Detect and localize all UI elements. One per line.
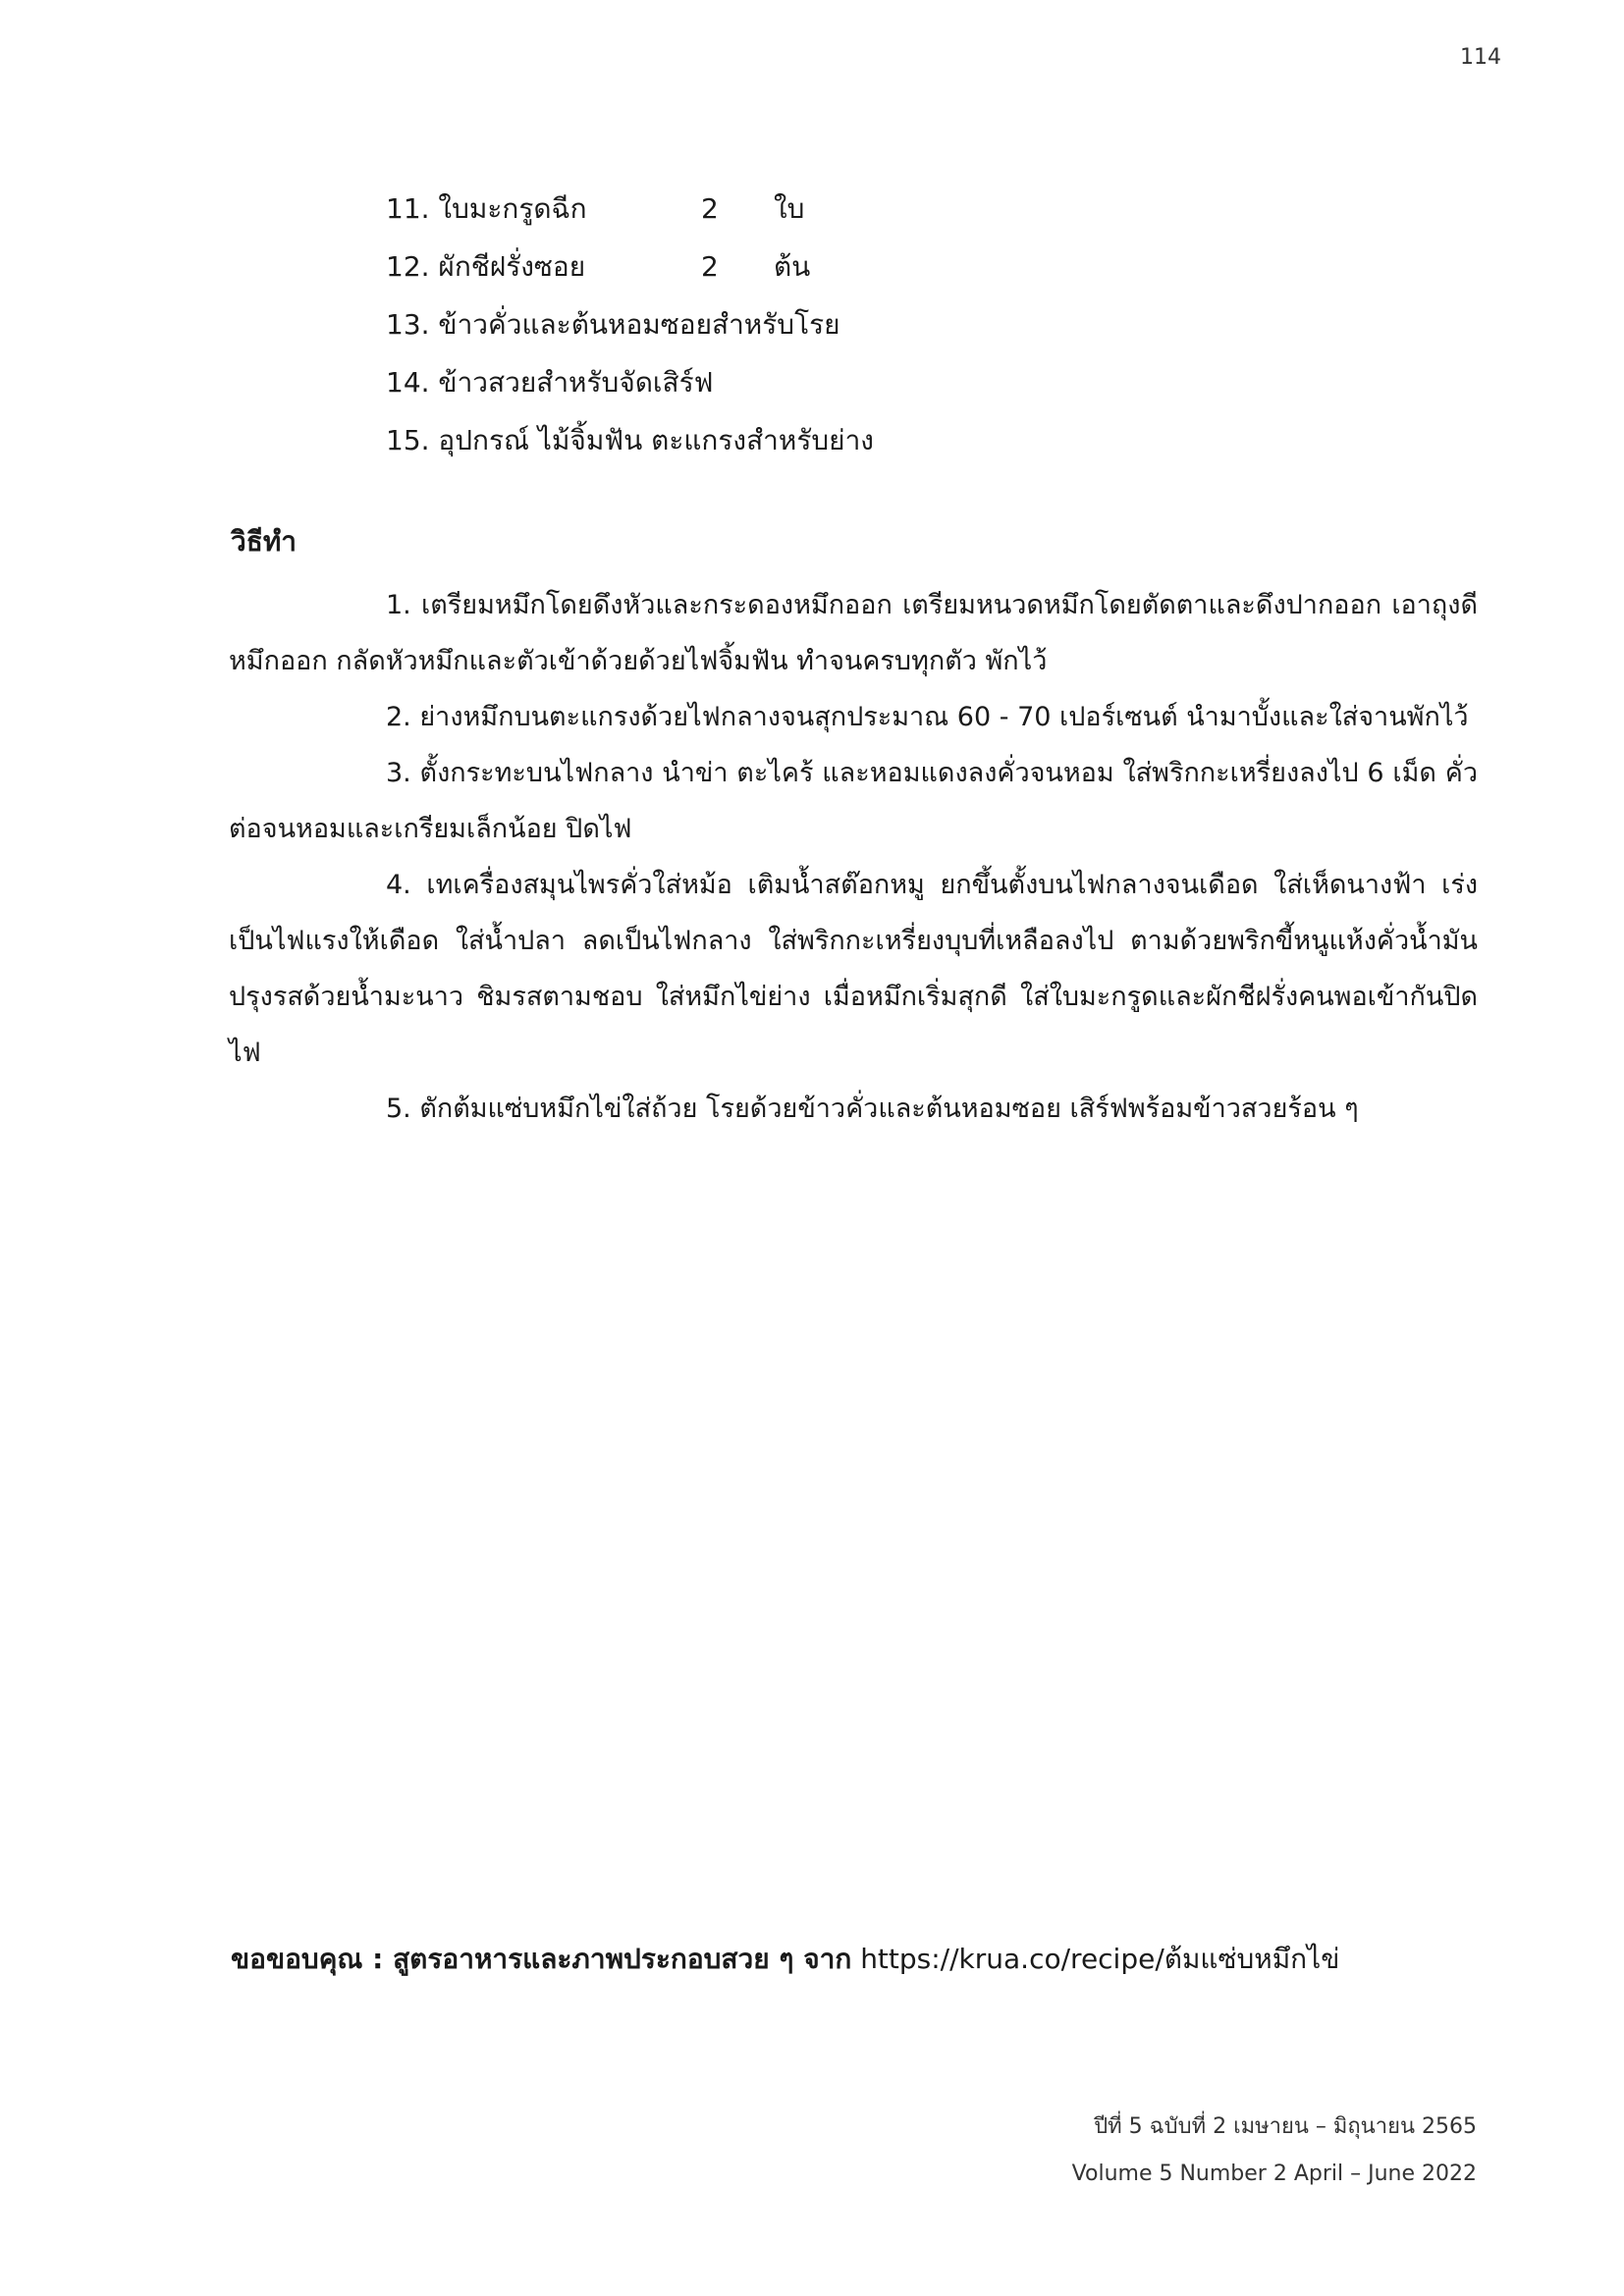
method-step: 5. ตักต้มแซ่บหมึกไข่ใส่ถ้วย โรยด้วยข้าวคั่วและต้นหอมซอย เสิร์ฟพร้อมข้าวสวยร้อน ๆ <box>386 1094 1359 1124</box>
footer-english: Volume 5 Number 2 April – June 2022 <box>1071 2162 1477 2186</box>
method-step: 1. เตรียมหมึกโดยดึงหัวและกระดองหมึกออก เตรียมหนวดหมึกโดยตัดตาและดึงปากออก เอาถุงดีหมึกออก กลัดหัวหมึกและตัวเข้าด้วยด้วยไฟจิ้มฟัน ทำจนครบทุกตัว พักไว้ <box>229 590 1478 676</box>
ingredient-item <box>386 238 1270 295</box>
method-steps <box>229 577 1478 1137</box>
journal-footer <box>1072 2104 1477 2198</box>
ingredient-name: 11. ใบมะกรูดฉีก <box>386 192 587 225</box>
ingredient-name: 15. อุปกรณ์ ไม้จิ้มฟัน ตะแกรงสำหรับย่าง <box>386 424 874 456</box>
method-step: 2. ย่างหมึกบนตะแกรงด้วยไฟกลางจนสุกประมาณ 60 - 70 เปอร์เซนต์ นำมาบั้งและใส่จานพักไว้ <box>386 702 1469 732</box>
ingredient-quantity: 2 <box>701 250 719 283</box>
credit-label: ขอขอบคุณ : สูตรอาหารและภาพประกอบสวย ๆ จาก <box>231 1943 852 1975</box>
ingredient-item <box>386 295 1270 353</box>
credit-url[interactable]: https://krua.co/recipe/ต้มแซ่บหมึกไข่ <box>860 1943 1340 1975</box>
ingredient-name: 12. ผักชีฝรั่งซอย <box>386 250 586 283</box>
ingredient-item <box>386 411 1270 469</box>
method-step: 4. เทเครื่องสมุนไพรคั่วใส่หม้อ เติมน้ำสต๊อกหมู ยกขึ้นตั้งบนไฟกลางจนเดือด ใส่เห็ดนางฟ้า เร่งเป็นไฟแรงให้เดือด ใส่น้ำปลา ลดเป็นไฟกลาง ใส่พริกกะเหรี่ยงบุบที่เหลือลงไป ตามด้วยพริกขี้หนูแห้งคั่วน้ำมัน ปรุงรสด้วยน้ำมะนาว ชิมรสตามชอบ ใส่หมึกไข่ย่าง เมื่อหมึกเริ่มสุกดี ใส่ใบมะกรูดและผักชีฝรั่งคนพอเข้ากันปิดไฟ <box>229 870 1478 1068</box>
ingredient-name: 13. ข้าวคั่วและต้นหอมซอยสำหรับโรย <box>386 308 840 341</box>
ingredient-item <box>386 180 1270 238</box>
method-step: 3. ตั้งกระทะบนไฟกลาง นำข่า ตะไคร้ และหอมแดงลงคั่วจนหอม ใส่พริกกะเหรี่ยงลงไป 6 เม็ด คั่วต่อจนหอมและเกรียมเล็กน้อย ปิดไฟ <box>229 758 1478 844</box>
ingredient-quantity: 2 <box>701 192 719 225</box>
page-number: 114 <box>1460 45 1501 70</box>
ingredient-unit: ต้น <box>774 250 811 283</box>
ingredient-unit: ใบ <box>774 192 805 225</box>
footer-thai: ปีที่ 5 ฉบับที่ 2 เมษายน – มิถุนายน 2565 <box>1094 2114 1477 2139</box>
ingredient-list <box>386 180 1270 469</box>
method-heading: วิธีทำ <box>231 525 297 558</box>
ingredient-item <box>386 353 1270 411</box>
ingredient-name: 14. ข้าวสวยสำหรับจัดเสิร์ฟ <box>386 366 714 399</box>
credit-line <box>231 1938 1339 1981</box>
